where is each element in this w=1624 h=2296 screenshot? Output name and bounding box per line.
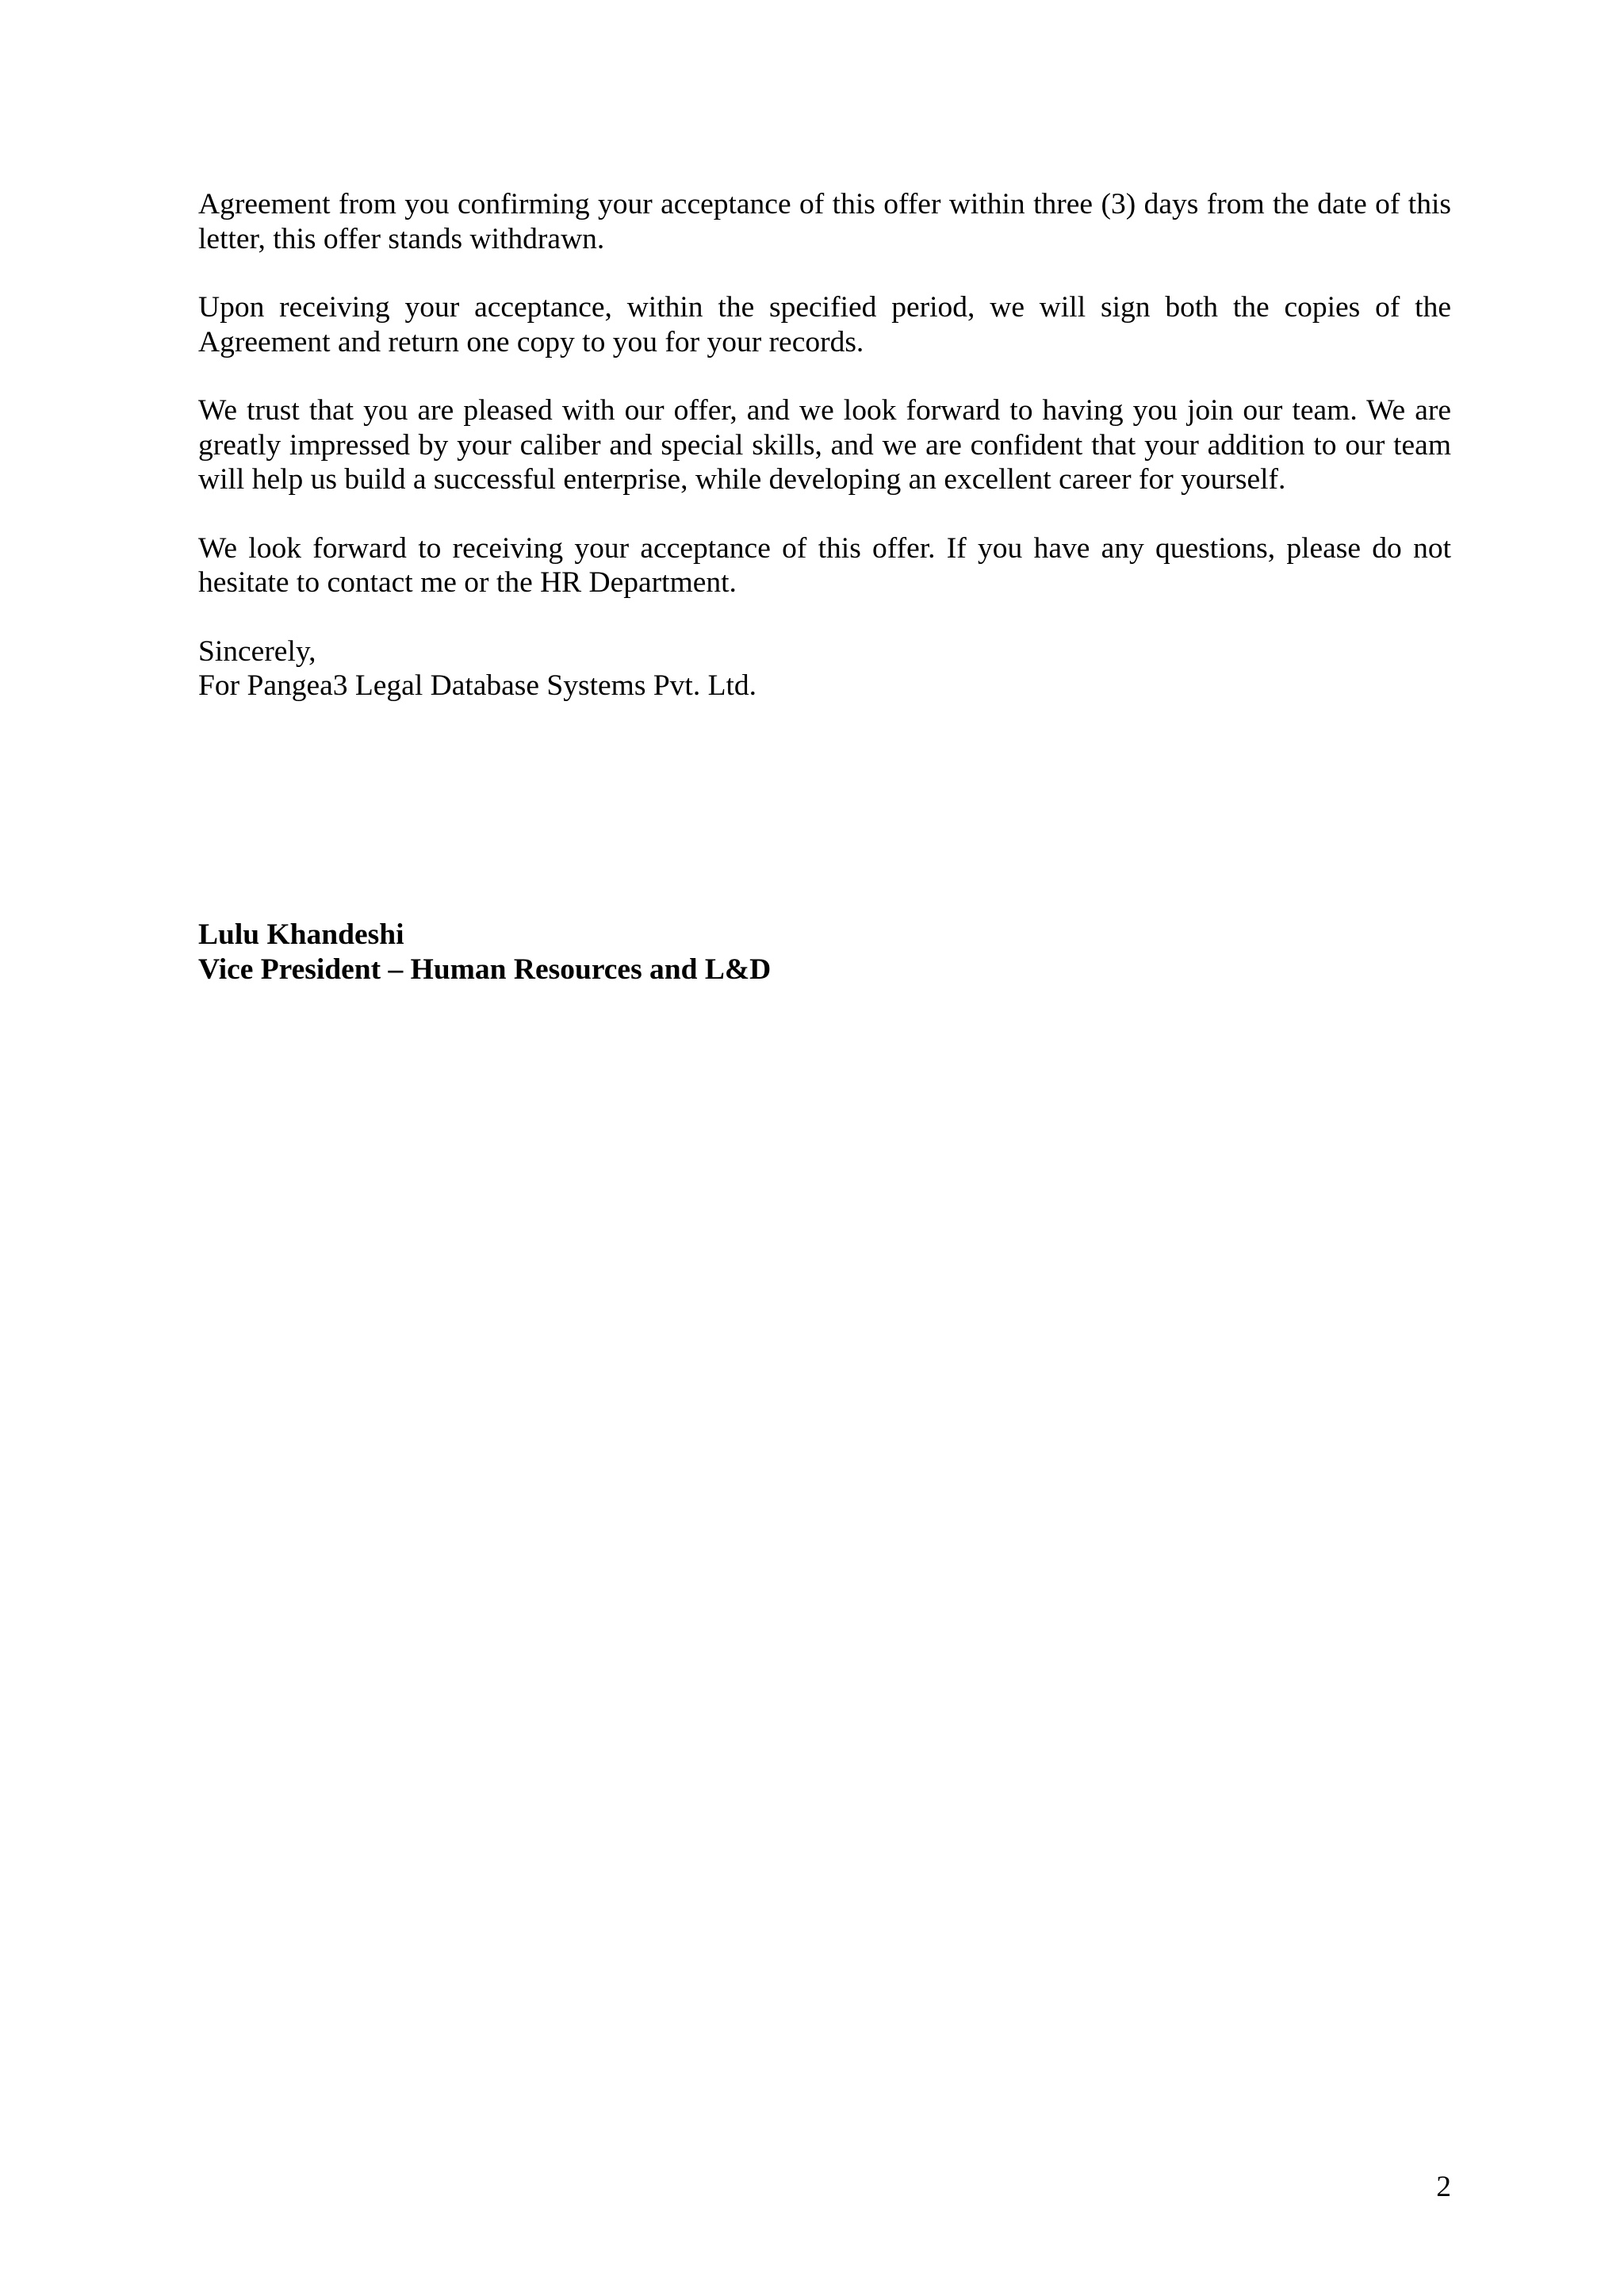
paragraph-contact: We look forward to receiving your acceptance of this offer. If you have any questions, please do not hesitate to contact me or the HR Department. [198, 531, 1451, 599]
page-number: 2 [1436, 2171, 1451, 2203]
paragraph-acceptance-deadline: Agreement from you confirming your acceptance of this offer within three (3) days from the date of this letter, this offer stands withdrawn. [198, 188, 1451, 255]
signature-block [198, 918, 1451, 987]
letter-body [198, 187, 1451, 703]
signatory-title: Vice President – Human Resources and L&D [198, 953, 772, 986]
company-line: For Pangea3 Legal Database Systems Pvt. Ltd. [198, 669, 757, 702]
paragraph-welcome: We trust that you are pleased with our offer, and we look forward to having you join our team. We are greatly impressed by your caliber and special skills, and we are confident that your addition to our team will help us build a successful enterprise, while developing an excellent career for yourself. [198, 394, 1451, 496]
signatory-name: Lulu Khandeshi [198, 918, 404, 951]
closing-salutation: Sincerely, [198, 634, 316, 668]
paragraph-signing-agreement: Upon receiving your acceptance, within the specified period, we will sign both the copies of the Agreement and return one copy to you for your records. [198, 291, 1451, 358]
